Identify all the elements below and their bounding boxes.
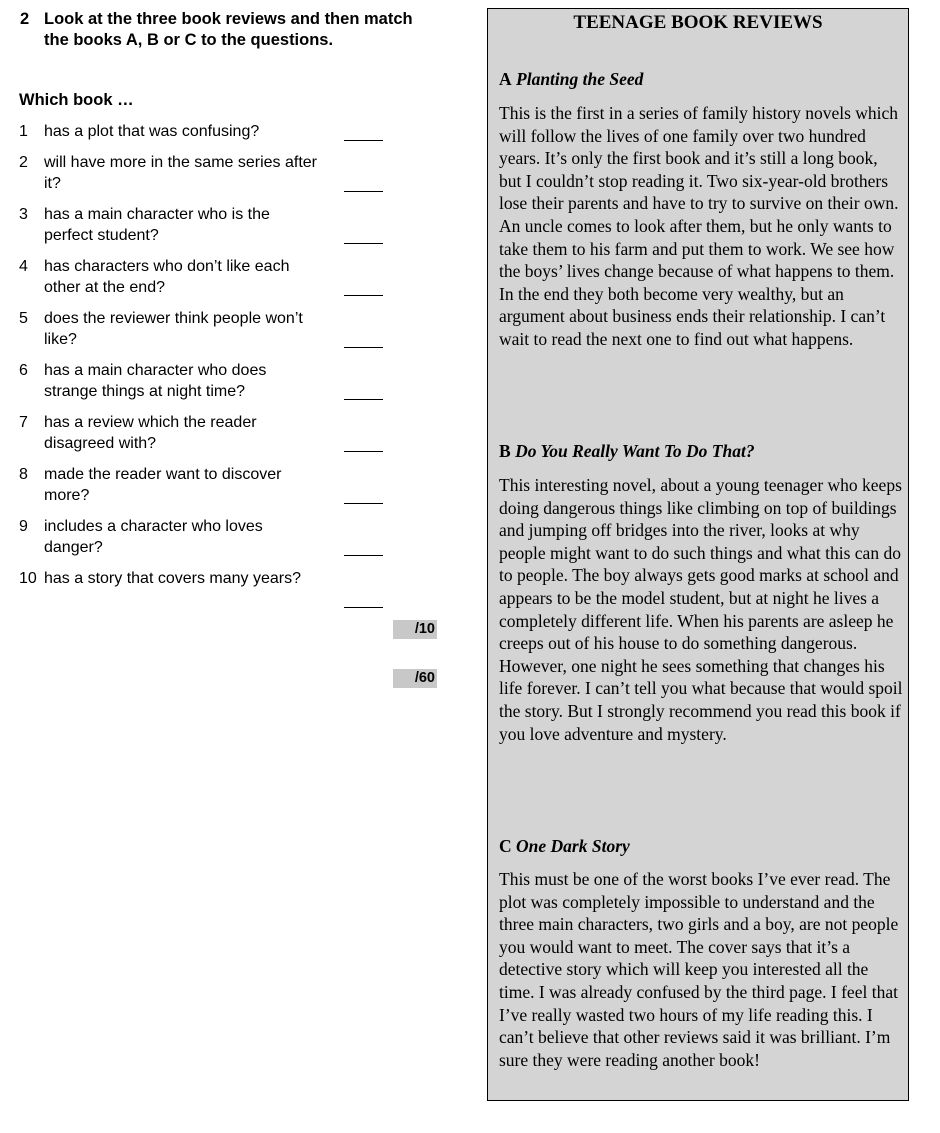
question-text: has a main character who is the perfect student? — [44, 206, 270, 244]
question-number: 3 — [19, 206, 28, 223]
question-9 — [19, 516, 319, 558]
question-text: has a review which the reader disagreed with? — [44, 414, 257, 452]
question-text: does the reviewer think people won’t like? — [44, 310, 303, 348]
answer-blank-2[interactable] — [344, 191, 383, 192]
review-c-heading — [499, 836, 630, 857]
question-number: 10 — [19, 570, 37, 587]
review-a-body: This is the first in a series of family history novels which will follow the lives of one family over two hundred years. It’s only the first book and it’s still a long book, but I couldn’t stop reading it. Two six-year-old brothers lose their parents and have to try to survive on their own. An uncle comes to look after them, but he only wants to take them to his farm and put them to work. We see how the boys’ lives change because of what happens to them. In the end they both become very wealthy, but an argument about business ends their relationship. I can’t wait to read the next one to find out what happens. — [499, 103, 899, 349]
review-letter: A — [499, 69, 512, 89]
review-title: Do You Really Want To Do That? — [515, 441, 755, 461]
review-a-heading — [499, 69, 643, 90]
question-text: will have more in the same series after it? — [44, 154, 317, 192]
section-score-box: /10 — [393, 620, 437, 639]
question-6 — [19, 360, 319, 402]
answer-blank-1[interactable] — [344, 140, 383, 141]
question-7 — [19, 412, 319, 454]
answer-blank-5[interactable] — [344, 347, 383, 348]
answer-blank-9[interactable] — [344, 555, 383, 556]
question-number: 8 — [19, 466, 28, 483]
question-text: has a main character who does strange things at night time? — [44, 362, 267, 400]
answer-blank-3[interactable] — [344, 243, 383, 244]
review-b-body: This interesting novel, about a young teenager who keeps doing dangerous things like climbing on top of buildings and jumping off bridges into the river, looks at why people might want to do such things and what this can do to people. The boy always gets good marks at school and appears to be the model student, but at night he lives a completely different life. When his parents are asleep he creeps out of his house to do something dangerous. However, one night he sees something that changes his life forever. I can’t tell you what because that would spoil the story. But I strongly recommend you read this book if you love adventure and mystery. — [499, 475, 903, 744]
question-3 — [19, 204, 319, 246]
answer-blank-6[interactable] — [344, 399, 383, 400]
question-text: has characters who don’t like each other at the end? — [44, 258, 290, 296]
question-number: 6 — [19, 362, 28, 379]
question-number: 5 — [19, 310, 28, 327]
question-number: 2 — [19, 154, 28, 171]
question-number: 7 — [19, 414, 28, 431]
review-c-body: This must be one of the worst books I’ve ever read. The plot was completely impossible to understand and the three main characters, two girls and a boy, are not people you would want to meet. The cover says that it’s a detective story which will keep you interested all the time. I was already confused by the third page. I feel that I’ve really wasted two hours of my life reading this. I can’t believe that other reviews said it was brilliant. I’m sure they were reading another book! — [499, 869, 899, 1070]
review-title: Planting the Seed — [516, 69, 644, 89]
answer-blank-4[interactable] — [344, 295, 383, 296]
answer-blank-7[interactable] — [344, 451, 383, 452]
question-number: 1 — [19, 123, 28, 140]
question-4 — [19, 256, 319, 298]
which-book-heading: Which book … — [19, 91, 134, 109]
question-2 — [19, 152, 319, 194]
review-letter: C — [499, 836, 512, 856]
question-text: has a plot that was confusing? — [44, 123, 260, 140]
question-number: 4 — [19, 258, 28, 275]
review-b-heading — [499, 441, 755, 462]
question-text: has a story that covers many years? — [44, 570, 301, 587]
question-text: includes a character who loves danger? — [44, 518, 263, 556]
answer-blank-8[interactable] — [344, 503, 383, 504]
exercise-number: 2 — [20, 10, 30, 28]
question-5 — [19, 308, 319, 350]
question-text: made the reader want to discover more? — [44, 466, 282, 504]
review-letter: B — [499, 441, 511, 461]
total-score-box: /60 — [393, 669, 437, 688]
exercise-instruction — [20, 9, 440, 51]
review-title: One Dark Story — [516, 836, 630, 856]
question-number: 9 — [19, 518, 28, 535]
question-8 — [19, 464, 319, 506]
panel-title: TEENAGE BOOK REVIEWS — [573, 12, 823, 33]
instruction-text: Look at the three book reviews and then match the books A, B or C to the questions. — [44, 10, 413, 49]
book-reviews-panel — [487, 8, 909, 1101]
question-10 — [19, 568, 319, 589]
question-1 — [19, 121, 319, 142]
answer-blank-10[interactable] — [344, 607, 383, 608]
